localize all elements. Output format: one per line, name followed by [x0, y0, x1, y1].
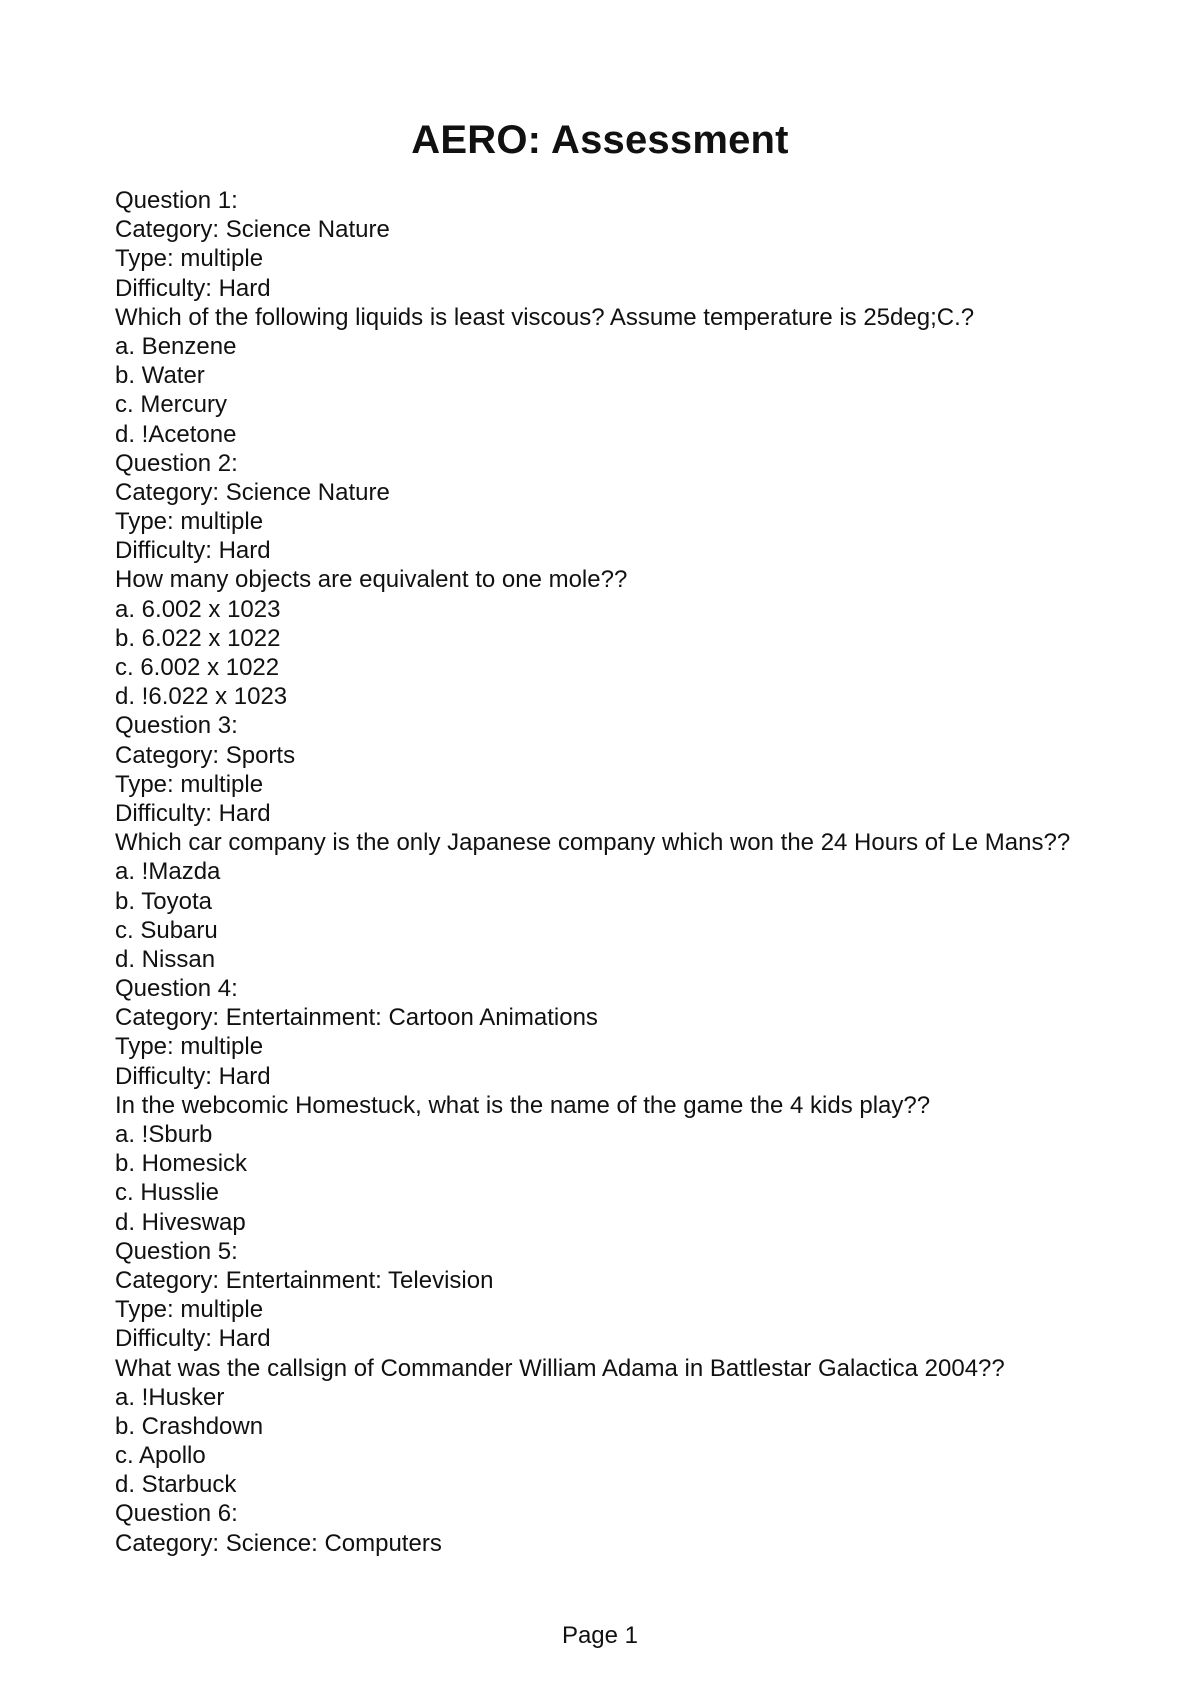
page-number: Page 1 — [561, 1622, 639, 1649]
answer-option: d. !Acetone — [115, 420, 237, 448]
question-type: Type: multiple — [115, 770, 264, 798]
answer-option: d. Hiveswap — [115, 1208, 246, 1236]
answer-option: d. !6.022 x 1023 — [115, 683, 288, 711]
answer-option: a. !Mazda — [115, 858, 221, 886]
question-text: What was the callsign of Commander William Adama in Battlestar Galactica 2004?? — [115, 1354, 1005, 1382]
question-text: In the webcomic Homestuck, what is the name of the game the 4 kids play?? — [115, 1091, 931, 1119]
question-category: Category: Sports — [115, 741, 296, 769]
page-title: AERO: Assessment — [411, 118, 789, 162]
question-difficulty: Difficulty: Hard — [115, 799, 271, 827]
answer-option: d. Nissan — [115, 945, 216, 973]
question-category: Category: Entertainment: Television — [115, 1266, 494, 1294]
answer-option: a. !Husker — [115, 1383, 225, 1411]
question-difficulty: Difficulty: Hard — [115, 274, 271, 302]
question-type: Type: multiple — [115, 245, 264, 273]
question-category: Category: Science Nature — [115, 216, 390, 244]
question-difficulty: Difficulty: Hard — [115, 1325, 271, 1353]
question-type: Type: multiple — [115, 1296, 264, 1324]
question-heading: Question 1: — [115, 187, 238, 214]
question-type: Type: multiple — [115, 508, 264, 536]
question-type: Type: multiple — [115, 1033, 264, 1061]
question-heading: Question 3: — [115, 712, 238, 740]
answer-option: c. Subaru — [115, 916, 218, 944]
question-category: Category: Entertainment: Cartoon Animations — [115, 1004, 598, 1032]
question-text: Which car company is the only Japanese company which won the 24 Hours of Le Mans?? — [115, 829, 1071, 857]
question-difficulty: Difficulty: Hard — [115, 537, 271, 565]
answer-option: a. !Sburb — [115, 1121, 213, 1148]
answer-option: c. Husslie — [115, 1179, 220, 1207]
answer-option: c. Mercury — [115, 391, 228, 419]
question-heading: Question 5: — [115, 1237, 238, 1265]
answer-option: b. 6.022 x 1022 — [115, 624, 281, 652]
document-body — [115, 186, 1115, 1558]
answer-option: c. 6.002 x 1022 — [115, 654, 280, 681]
question-category: Category: Science Nature — [115, 478, 390, 506]
answer-option: a. Benzene — [115, 332, 237, 360]
question-heading: Question 6: — [115, 1500, 238, 1528]
answer-option: c. Apollo — [115, 1442, 206, 1470]
answer-option: b. Crashdown — [115, 1412, 264, 1440]
question-text: Which of the following liquids is least viscous? Assume temperature is 25deg;C.? — [115, 303, 975, 331]
answer-option: b. Homesick — [115, 1150, 248, 1178]
answer-option: d. Starbuck — [115, 1471, 237, 1499]
question-text: How many objects are equivalent to one mole?? — [115, 566, 628, 594]
answer-option: a. 6.002 x 1023 — [115, 595, 281, 623]
question-heading: Question 4: — [115, 975, 238, 1003]
answer-option: b. Toyota — [115, 887, 212, 915]
question-difficulty: Difficulty: Hard — [115, 1062, 271, 1090]
question-heading: Question 2: — [115, 449, 238, 477]
answer-option: b. Water — [115, 362, 205, 390]
question-category: Category: Science: Computers — [115, 1529, 442, 1557]
